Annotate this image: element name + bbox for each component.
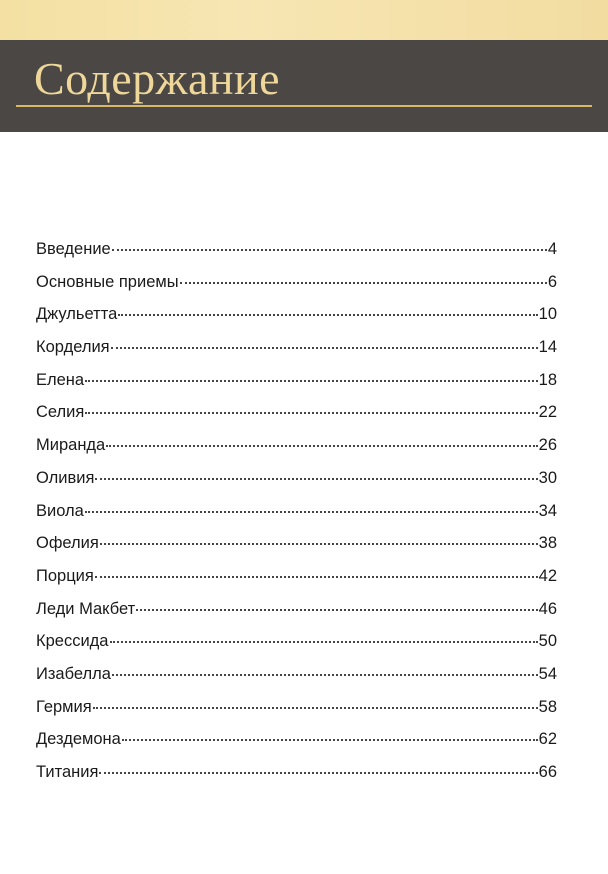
toc-dot-leader — [99, 772, 537, 774]
toc-entry[interactable] — [36, 305, 557, 338]
toc-entry-page: 54 — [538, 664, 557, 683]
toc-entry-title: Миранда — [36, 436, 106, 455]
toc-dot-leader — [85, 380, 538, 382]
toc-entry-page: 38 — [538, 534, 557, 553]
toc-dot-leader — [118, 314, 537, 316]
toc-entry-title: Введение — [36, 240, 111, 258]
toc-entry-title: Корделия — [36, 338, 110, 357]
toc-entry-page: 62 — [538, 730, 557, 749]
toc-entry-page: 66 — [538, 763, 557, 781]
toc-entry-page: 26 — [538, 436, 557, 455]
toc-entry-page: 18 — [538, 370, 557, 389]
toc-entry-title: Селия — [36, 403, 85, 422]
toc-entry[interactable] — [36, 338, 557, 371]
toc-entry-page: 22 — [538, 403, 557, 422]
toc-entry-page: 6 — [547, 272, 557, 291]
toc-entry-title: Офелия — [36, 534, 99, 553]
toc-entry-page: 14 — [538, 338, 557, 357]
toc-entry-title: Порция — [36, 566, 94, 585]
toc-dot-leader — [85, 412, 537, 414]
toc-entry-title: Елена — [36, 370, 85, 389]
toc-entry[interactable] — [36, 273, 557, 306]
toc-dot-leader — [112, 674, 538, 676]
toc-entry-page: 10 — [538, 305, 557, 324]
toc-dot-leader — [110, 641, 538, 643]
toc-entry-title: Крессида — [36, 632, 109, 651]
toc-entry-page: 58 — [538, 697, 557, 716]
toc-entry[interactable] — [36, 502, 557, 535]
toc-entry[interactable] — [36, 371, 557, 404]
toc-entry-title: Гермия — [36, 697, 92, 716]
toc-dot-leader — [95, 576, 538, 578]
toc-entry[interactable] — [36, 534, 557, 567]
toc-entry[interactable] — [36, 403, 557, 436]
toc-entry-title: Дездемона — [36, 730, 121, 749]
toc-dot-leader — [136, 609, 537, 611]
toc-dot-leader — [111, 347, 538, 349]
page-title: Содержание — [34, 53, 281, 104]
toc-dot-leader — [100, 543, 538, 545]
toc-entry[interactable] — [36, 698, 557, 731]
toc-dot-leader — [95, 478, 537, 480]
toc-dot-leader — [122, 739, 538, 741]
toc-entry-title: Леди Макбет — [36, 599, 136, 618]
toc-entry-title: Титания — [36, 763, 99, 781]
toc-entry[interactable] — [36, 240, 557, 273]
toc-entry-title: Виола — [36, 501, 84, 520]
toc-entry-title: Джульетта — [36, 305, 118, 324]
toc-dot-leader — [180, 282, 547, 284]
toc-entry-title: Изабелла — [36, 664, 111, 683]
toc-entry[interactable] — [36, 730, 557, 763]
toc-entry-page: 46 — [538, 599, 557, 618]
toc-dot-leader — [112, 249, 547, 251]
toc-entry-page: 50 — [538, 632, 557, 651]
table-of-contents — [36, 240, 557, 796]
top-decorative-band — [0, 0, 608, 40]
toc-entry[interactable] — [36, 600, 557, 633]
toc-entry[interactable] — [36, 567, 557, 600]
toc-entry-title: Основные приемы — [36, 272, 179, 291]
toc-entry[interactable] — [36, 763, 557, 796]
toc-dot-leader — [85, 511, 538, 513]
toc-entry-page: 30 — [538, 468, 557, 487]
toc-entry-page: 42 — [538, 566, 557, 585]
toc-entry-title: Оливия — [36, 468, 95, 487]
toc-entry[interactable] — [36, 436, 557, 469]
toc-entry-page: 4 — [547, 240, 557, 258]
toc-dot-leader — [106, 445, 537, 447]
toc-entry-page: 34 — [538, 501, 557, 520]
toc-dot-leader — [93, 707, 538, 709]
toc-entry[interactable] — [36, 665, 557, 698]
toc-entry[interactable] — [36, 469, 557, 502]
toc-entry[interactable] — [36, 632, 557, 665]
